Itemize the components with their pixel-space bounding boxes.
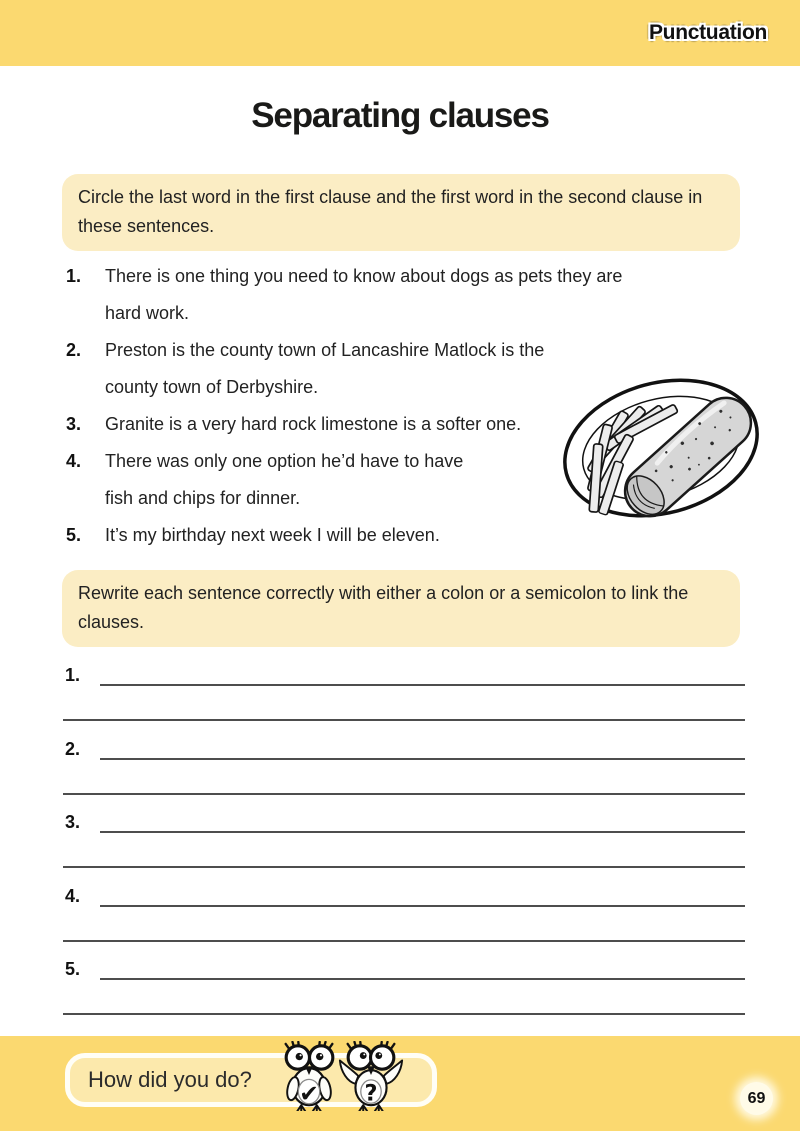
answer-line[interactable] [63, 940, 745, 942]
sentence-number: 2. [66, 340, 82, 360]
sentence-text: It’s my birthday next week I will be eleven. [105, 525, 440, 545]
page-title: Separating clauses [251, 96, 549, 135]
answer-line[interactable] [63, 793, 745, 795]
answer-section [63, 656, 745, 1024]
page-number-badge: 69 [740, 1082, 773, 1115]
instruction-box-circle: Circle the last word in the first clause and the first word in the second clause in these sentences. [62, 174, 740, 251]
footer-prompt: How did you do? [88, 1067, 252, 1092]
answer-number: 2. [65, 738, 81, 759]
question-glyph: ? [364, 1080, 378, 1107]
top-band [0, 0, 800, 66]
sentence-item-3 [66, 406, 622, 443]
answer-line[interactable] [100, 758, 745, 760]
answer-line[interactable] [63, 866, 745, 868]
answer-line[interactable] [63, 1013, 745, 1015]
answer-slot-3 [63, 803, 745, 877]
sentence-number: 3. [66, 414, 82, 434]
sentence-item-1 [66, 258, 622, 332]
sentence-list [66, 258, 622, 554]
answer-number: 1. [65, 665, 81, 685]
sentence-number: 1. [66, 266, 82, 286]
sentence-item-4 [66, 443, 622, 517]
sentence-text: Granite is a very hard rock limestone is a softer one. [105, 414, 522, 434]
sentence-text: There was only one option he’d have to have fish and chips for dinner. [105, 451, 464, 508]
answer-slot-2 [63, 730, 745, 804]
answer-number: 4. [65, 885, 81, 906]
sentence-item-2 [66, 332, 622, 406]
answer-line[interactable] [63, 719, 745, 721]
answer-slot-5 [63, 950, 745, 1024]
instruction-box-rewrite: Rewrite each sentence correctly with either a colon or a semicolon to link the clauses. [62, 570, 740, 647]
answer-slot-1 [63, 656, 745, 730]
owl-checkmark-icon [281, 1041, 338, 1111]
sentence-item-5 [66, 517, 622, 554]
answer-line[interactable] [100, 978, 745, 980]
sentence-text: Preston is the county town of Lancashire Matlock is the county town of Derbyshire. [105, 340, 545, 397]
answer-slot-4 [63, 877, 745, 951]
answer-line[interactable] [100, 831, 745, 833]
answer-line[interactable] [100, 905, 745, 907]
sentence-text: There is one thing you need to know about dogs as pets they are hard work. [105, 266, 623, 323]
owl-question-icon [337, 1041, 405, 1111]
answer-number: 5. [65, 959, 81, 979]
footer-band [0, 1036, 800, 1131]
sentence-number: 5. [66, 525, 82, 545]
sentence-number: 4. [66, 451, 82, 471]
check-glyph: ✔ [299, 1079, 319, 1108]
category-badge: Punctuation [648, 21, 767, 44]
answer-line[interactable] [100, 684, 745, 686]
fish-and-chips-illustration [556, 342, 766, 552]
answer-number: 3. [65, 812, 81, 832]
